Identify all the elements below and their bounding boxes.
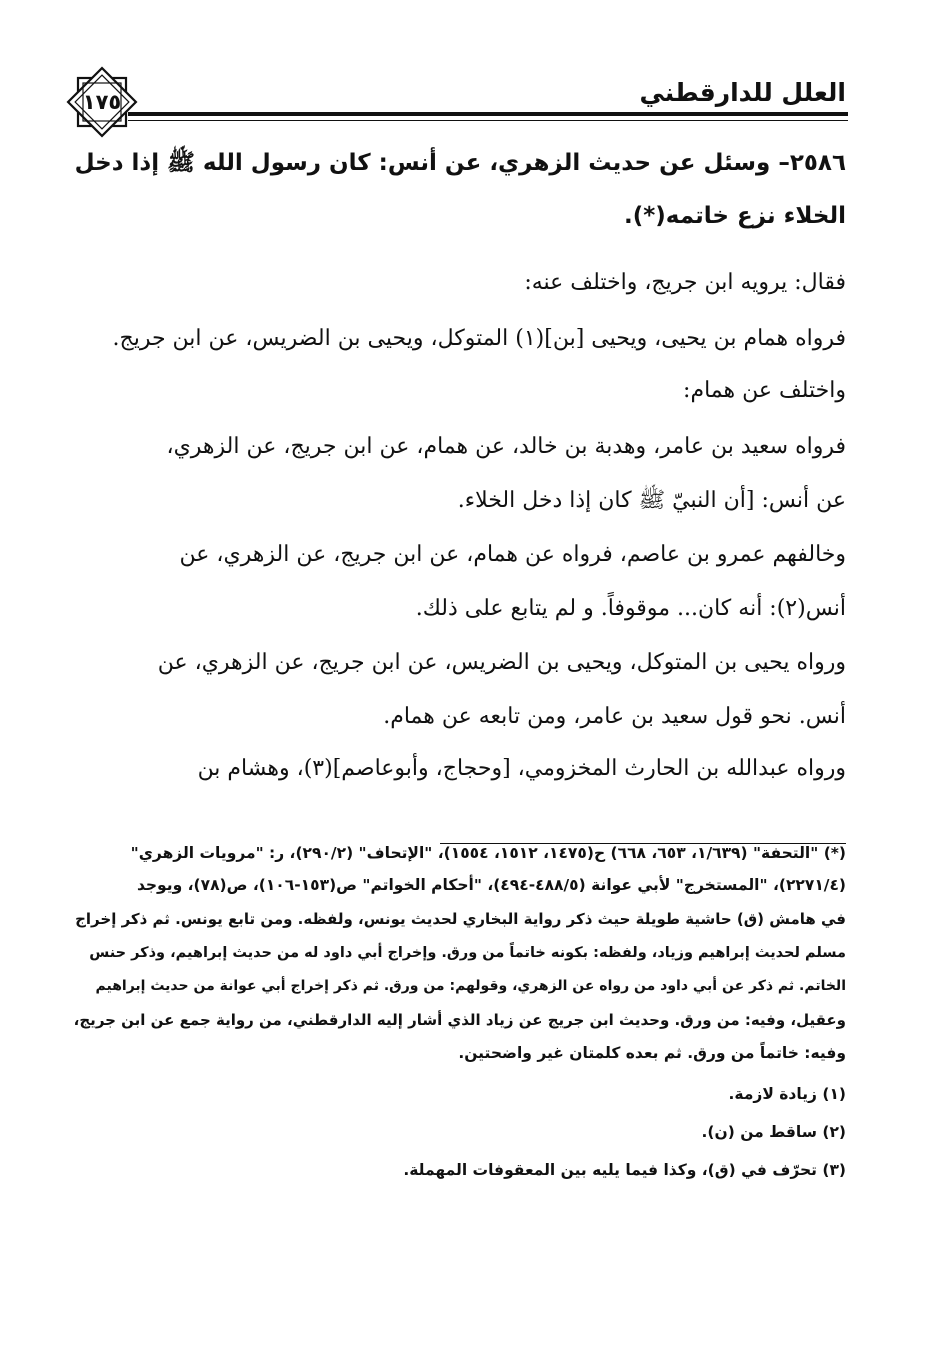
footnote-star-line5: الخاتم. ثم ذكر عن أبي داود من رواه عن الزهري، وقولهم: من ورق. ثم ذكر إخراج أبي عوانة من حديث إبراهيم — [95, 978, 846, 994]
page-number: ١٧٥ — [82, 90, 122, 114]
paragraph-7-line1: ورواه عبدالله بن الحارث المخزومي، [وحجاج، وأبوعاصم](٣)، وهشام بن — [197, 756, 846, 781]
header-rule-thick — [128, 112, 848, 116]
paragraph-3: واختلف عن همام: — [683, 378, 846, 403]
paragraph-2: فرواه همام بن يحيى، ويحيى [بن](١) المتوكل، ويحيى بن الضريس، عن ابن جريج. — [112, 326, 846, 351]
running-head-title: العلل للدارقطني — [639, 78, 846, 107]
footnote-star-line3: في هامش (ق) حاشية طويلة حيث ذكر رواية البخاري لحديث يونس، ولفظه. ومن تابع يونس. ثم ذكر إخراج — [75, 910, 846, 928]
paragraph-4-line2: عن أنس: [أن النبيّ ﷺ كان إذا دخل الخلاء. — [457, 488, 846, 513]
heading-text-1: ٢٥٨٦– وسئل عن حديث الزهري، عن أنس: كان رسول الله ﷺ إذا دخل — [74, 150, 846, 176]
footnote-3: (٣) تحرّف في (ق)، وكذا فيما يليه بين المعقوفات المهملة. — [403, 1161, 846, 1179]
header-rule-thin — [128, 120, 848, 121]
entry-heading-line2: الخلاء نزع خاتمه(*). — [624, 203, 846, 229]
paragraph-5-line1: وخالفهم عمرو بن عاصم، فرواه عن همام، عن ابن جريج، عن الزهري، عن — [179, 542, 846, 567]
paragraph-1: فقال: يرويه ابن جريج، واختلف عنه: — [524, 270, 846, 295]
footnote-2: (٢) ساقط من (ن). — [701, 1123, 846, 1141]
footnote-star-line4: مسلم لحديث إبراهيم وزياد، ولفظه: بكونه خاتماً من ورق. وإخراج أبي داود له من حديث إبراهيم، وذكر حنس — [89, 945, 846, 961]
footnote-star-line7: وفيه: خاتماً من ورق. ثم بعده كلمتان غير واضحتين. — [458, 1044, 846, 1062]
footnote-star-line6: وعقيل، وفيه: من ورق. وحديث ابن جريج عن زياد الذي أشار إليه الدارقطني، من رواية جمع عن ابن جريج، — [73, 1011, 846, 1029]
paragraph-5-line2: أنس(٢): أنه كان... موقوفاً. و لم يتابع على ذلك. — [415, 596, 846, 621]
paragraph-4-line1: فرواه سعيد بن عامر، وهدبة بن خالد، عن همام، عن ابن جريج، عن الزهري، — [166, 434, 846, 459]
paragraph-6-line1: ورواه يحيى بن المتوكل، ويحيى بن الضريس، عن ابن جريج، عن الزهري، عن — [157, 650, 846, 675]
paragraph-6-line2: أنس. نحو قول سعيد بن عامر، ومن تابعه عن همام. — [383, 704, 846, 729]
footnote-1: (١) زيادة لازمة. — [728, 1085, 846, 1103]
footnote-star-line1: (*) "التحفة" (١/٦٣٩، ٦٥٣، ٦٦٨) ح(١٤٧٥، ١٥١٢، ١٥٥٤)، "الإتحاف" (٢٩٠/٢)، ر: "مرويات الزهري" — [130, 844, 846, 862]
entry-heading-line1 — [70, 152, 846, 175]
footnote-star-line2: (٢٢٧١/٤)، "المستخرج" لأبي عوانة (٤٨٨/٥-٤٩٤)، "أحكام الخواتم" ص(١٥٣-١٠٦)، ص(٧٨)، ويوجد — [136, 876, 846, 894]
